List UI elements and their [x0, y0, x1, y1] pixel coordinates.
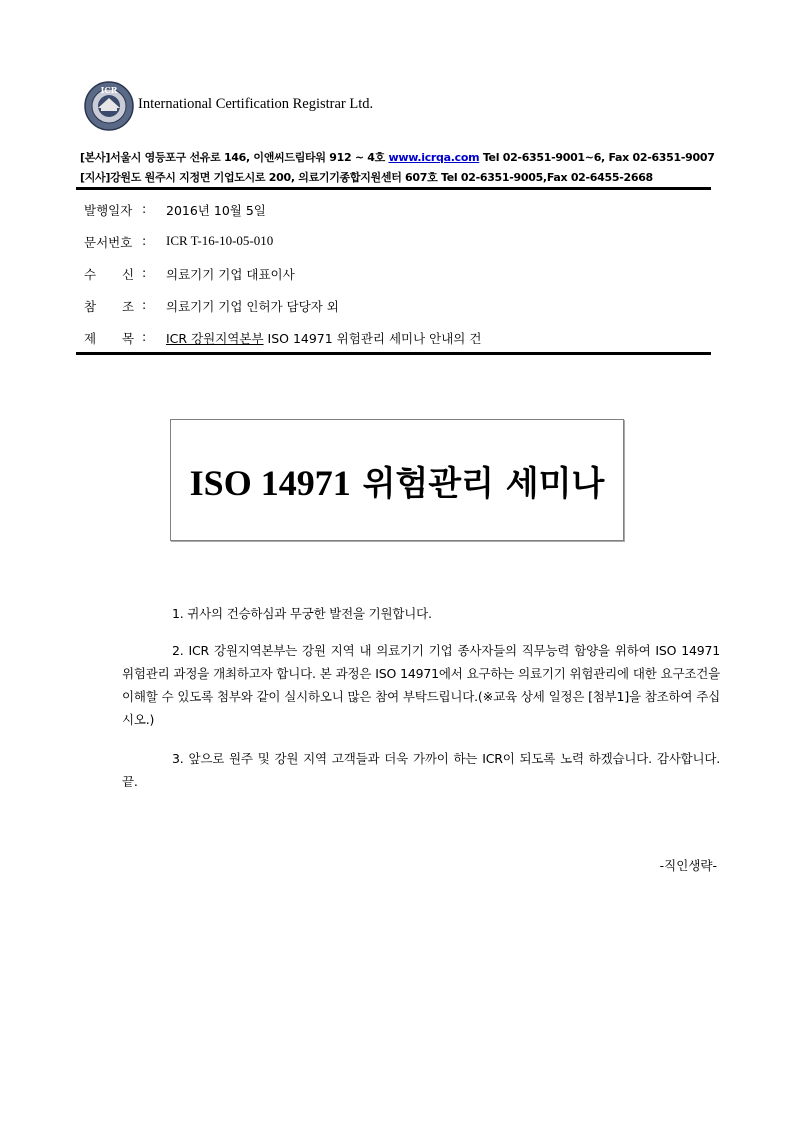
- address-branch: [지사]강원도 원주시 지정면 기업도시로 200, 의료기기종합지원센터 607호 Tel 02-6351-9005,Fax 02-6455-2668: [80, 171, 653, 184]
- title-latin: ISO 14971: [189, 462, 351, 503]
- cc-label: 참 조: [84, 299, 135, 314]
- subject-value: [166, 329, 481, 347]
- website-link[interactable]: www.icrqa.com: [388, 151, 480, 164]
- subject-rest: ISO 14971 위험관리 세미나 안내의 건: [263, 331, 482, 346]
- doc-no-label: 문서번호: [84, 235, 133, 250]
- header-divider: [76, 187, 711, 190]
- company-name: International Certification Registrar Ltd.: [138, 96, 374, 112]
- colon: :: [142, 233, 147, 248]
- date-value: 2016년 10월 5일: [166, 203, 266, 218]
- svg-text:ICR: ICR: [100, 85, 118, 95]
- cc-value: 의료기기 기업 인허가 담당자 외: [166, 299, 339, 314]
- seminar-title: [190, 456, 605, 505]
- paragraph-1: 1. 귀사의 건승하심과 무궁한 발전을 기원합니다.: [172, 606, 432, 621]
- doc-no-value: ICR T-16-10-05-010: [166, 233, 274, 248]
- to-value: 의료기기 기업 대표이사: [166, 267, 295, 282]
- colon: :: [142, 265, 147, 280]
- paragraph-2: 2. ICR 강원지역본부는 강원 지역 내 의료기기 기업 종사자들의 직무능력 함양을 위하여 ISO 14971 위험관리 과정을 개최하고자 합니다. 본 과정은 ISO 14971에서 요구하는 의료기기 위험관리에 대한 요구조건을 이해할 수 있도록 첨부와 같이 실시하오니 많은 참여 부탁드립니다.(※교육 상세 일정은 [첨부1]을 참조하여 주십시오.): [122, 643, 720, 727]
- colon: :: [142, 329, 147, 344]
- colon: :: [142, 297, 147, 312]
- subject-underlined: ICR 강원지역본부: [166, 331, 264, 346]
- title-korean: 위험관리 세미나: [362, 463, 605, 504]
- address-main: [본사]서울시 영등포구 선유로 146, 이앤씨드림타워 912 ~ 4호 www.icrqa.com Tel 02-6351-9001~6, Fax 02-6351-9007: [80, 151, 715, 164]
- date-label: 발행일자: [84, 203, 133, 218]
- icr-logo-icon: [84, 81, 134, 131]
- title-box: [170, 419, 624, 541]
- to-label: 수 신: [84, 267, 135, 282]
- meta-divider: [76, 352, 711, 355]
- seal-omitted-note: -직인생략-: [659, 858, 717, 873]
- paragraph-3: 3. 앞으로 원주 및 강원 지역 고객들과 더욱 가까이 하는 ICR이 되도록 노력 하겠습니다. 감사합니다. 끝.: [122, 751, 720, 789]
- subject-label: 제 목: [84, 331, 135, 346]
- colon: :: [142, 201, 147, 216]
